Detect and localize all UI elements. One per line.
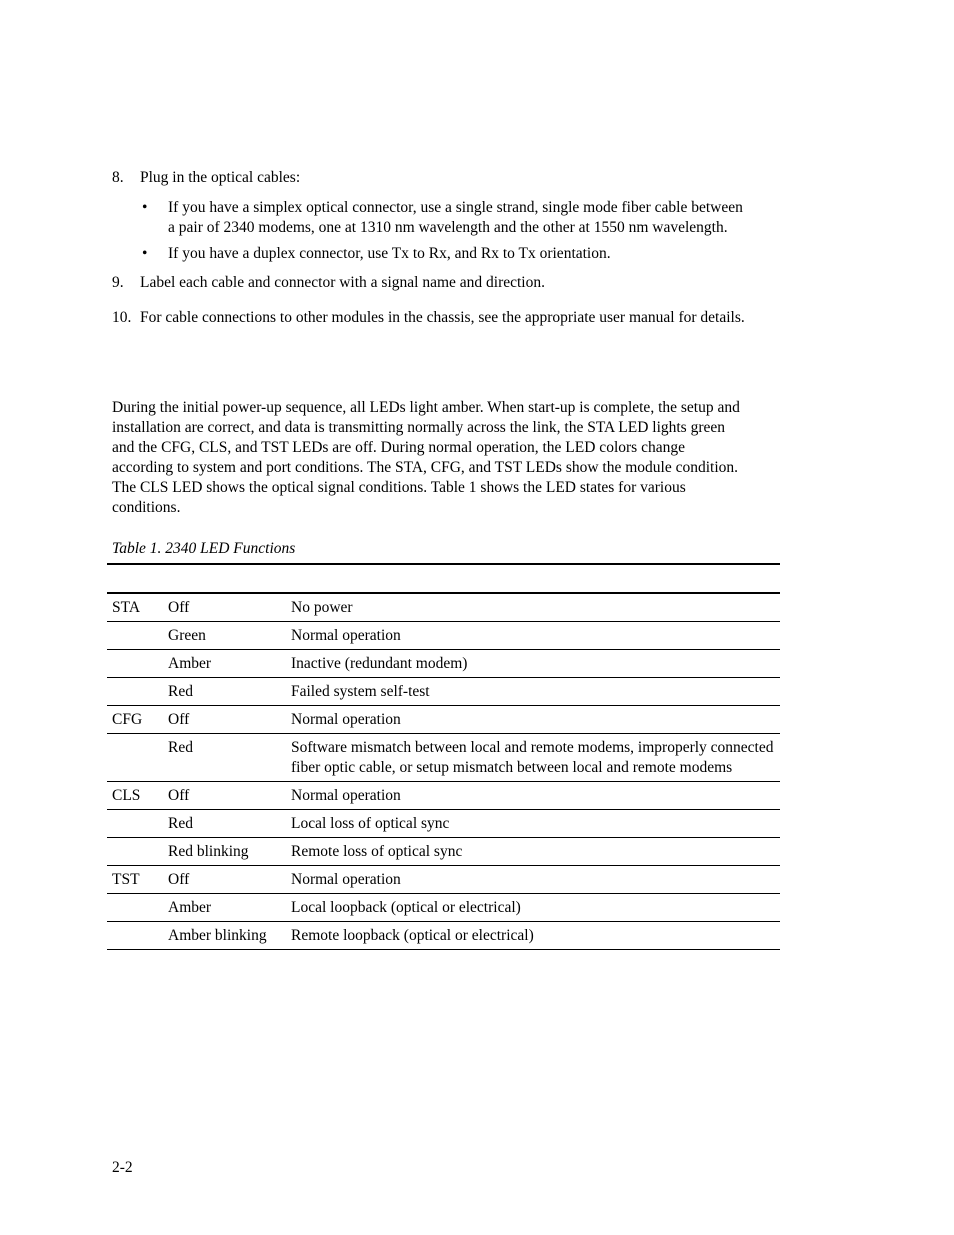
table-row: [107, 810, 780, 838]
bullet-item: [140, 198, 820, 238]
led-description-cell: Software mismatch between local and remote modems, improperly connected fiber optic cable, or setup mismatch between local and remote modems: [291, 739, 774, 776]
led-name-cell: CFG: [112, 711, 143, 728]
led-state-cell: Green: [168, 627, 206, 644]
paragraph-line: conditions.: [112, 499, 181, 516]
led-description-cell: Normal operation: [291, 871, 401, 888]
bullet-icon: •: [142, 245, 148, 262]
step-9: [112, 273, 832, 293]
paragraph-line: according to system and port conditions. The STA, CFG, and TST LEDs show the module condition.: [112, 459, 739, 476]
led-description-cell: Normal operation: [291, 711, 401, 728]
table-row: [107, 706, 780, 734]
led-description-cell: Local loopback (optical or electrical): [291, 899, 521, 916]
table-row: [107, 894, 780, 922]
bullet-list: [140, 198, 820, 270]
paragraph-line: and the CFG, CLS, and TST LEDs are off. During normal operation, the LED colors change: [112, 439, 685, 456]
led-description-cell: No power: [291, 599, 353, 616]
led-table: [107, 592, 780, 950]
led-description-cell: Failed system self-test: [291, 683, 430, 700]
led-description-paragraph: [112, 398, 822, 518]
table-row: [107, 622, 780, 650]
step-10: [112, 308, 832, 328]
step-text: For cable connections to other modules in the chassis, see the appropriate user manual for details.: [140, 309, 745, 326]
led-name-cell: [107, 894, 163, 922]
bullet-icon: •: [142, 199, 148, 216]
led-state-cell: Red: [168, 739, 193, 756]
table-row: [107, 593, 780, 622]
led-state-cell: Amber: [168, 899, 212, 916]
table-row: [107, 678, 780, 706]
table-row: [107, 734, 780, 782]
led-name-cell: TST: [112, 871, 140, 888]
led-description-cell: Remote loopback (optical or electrical): [291, 927, 534, 944]
led-state-cell: Off: [168, 711, 190, 728]
table-header-row: [107, 565, 780, 592]
led-state-cell: Amber blinking: [168, 927, 267, 944]
paragraph-line: installation are correct, and data is transmitting normally across the link, the STA LED lights green: [112, 419, 726, 436]
led-description-cell: Remote loss of optical sync: [291, 843, 463, 860]
step-text: Label each cable and connector with a signal name and direction.: [140, 274, 545, 291]
led-state-cell: Red blinking: [168, 843, 249, 860]
led-name-cell: [107, 838, 163, 866]
led-name-cell: [107, 734, 163, 782]
table-row: [107, 866, 780, 894]
led-state-cell: Red: [168, 815, 193, 832]
paragraph-line: During the initial power-up sequence, all LEDs light amber. When start-up is complete, the setup and: [112, 399, 740, 416]
bullet-line: a pair of 2340 modems, one at 1310 nm wavelength and the other at 1550 nm wavelength.: [168, 219, 728, 236]
led-name-cell: [107, 678, 163, 706]
led-name-cell: [107, 622, 163, 650]
led-state-cell: Off: [168, 871, 190, 888]
led-name-cell: [107, 650, 163, 678]
step-number: 10.: [112, 309, 132, 326]
step-number: 8.: [112, 169, 124, 186]
led-description-cell: Local loss of optical sync: [291, 815, 450, 832]
table-row: [107, 838, 780, 866]
table-row: [107, 650, 780, 678]
bullet-line: If you have a simplex optical connector, use a single strand, single mode fiber cable between: [168, 199, 743, 216]
step-text: Plug in the optical cables:: [140, 169, 301, 186]
table-row: [107, 922, 780, 950]
table-caption: Table 1. 2340 LED Functions: [112, 540, 296, 557]
paragraph-line: The CLS LED shows the optical signal conditions. Table 1 shows the LED states for various: [112, 479, 686, 496]
led-state-cell: Off: [168, 599, 190, 616]
led-name-cell: STA: [112, 599, 141, 616]
step-number: 9.: [112, 274, 124, 291]
led-name-cell: [107, 922, 163, 950]
led-functions-table: [107, 563, 780, 950]
led-name-cell: [107, 810, 163, 838]
led-description-cell: Normal operation: [291, 627, 401, 644]
led-state-cell: Red: [168, 683, 193, 700]
table-row: [107, 782, 780, 810]
led-description-cell: Inactive (redundant modem): [291, 655, 468, 672]
step-8: [112, 168, 832, 188]
led-description-cell: Normal operation: [291, 787, 401, 804]
led-name-cell: CLS: [112, 787, 141, 804]
led-state-cell: Off: [168, 787, 190, 804]
page-number: 2-2: [112, 1159, 133, 1176]
bullet-item: [140, 244, 820, 264]
led-state-cell: Amber: [168, 655, 212, 672]
bullet-line: If you have a duplex connector, use Tx to Rx, and Rx to Tx orientation.: [168, 245, 611, 262]
